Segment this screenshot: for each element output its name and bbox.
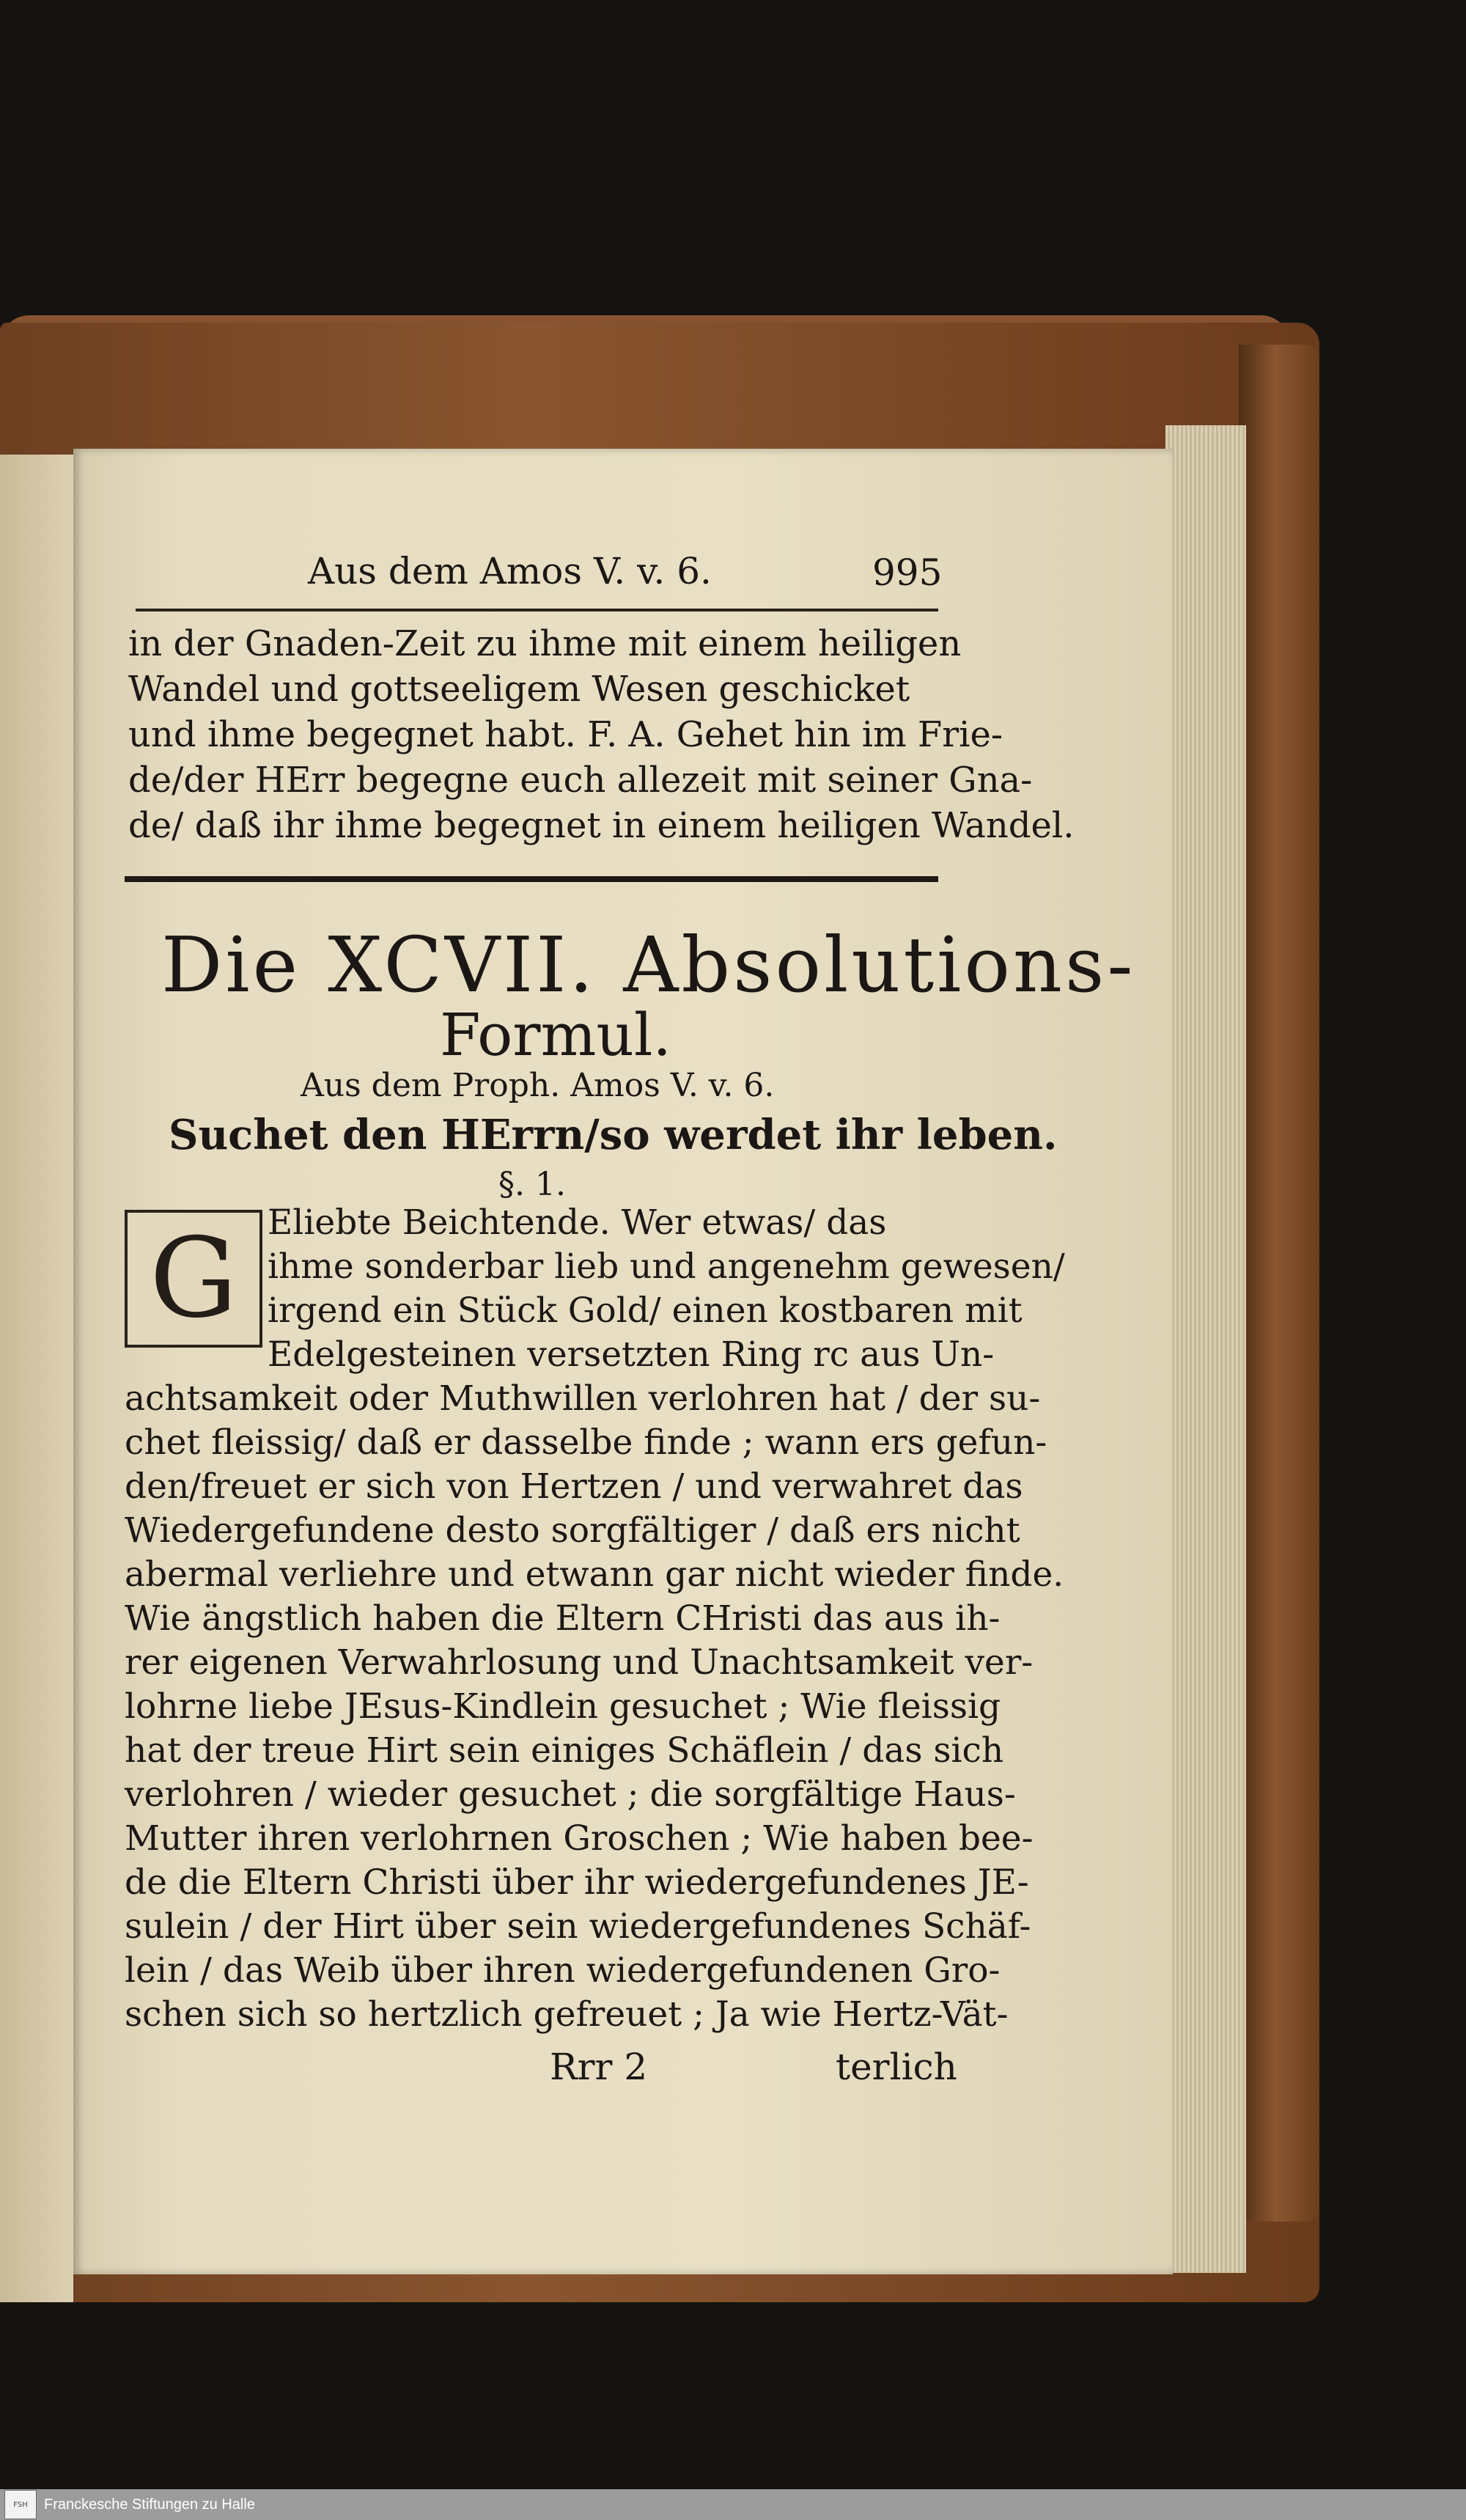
- catchword: terlich: [836, 2046, 957, 2088]
- body-line: Wie ängstlich haben die Eltern CHristi das aus ih-: [125, 1598, 1001, 1639]
- scripture-reference: Aus dem Proph. Amos V. v. 6.: [301, 1067, 775, 1104]
- body-line: den/freuet er sich von Hertzen / und verwahret das: [125, 1466, 1023, 1507]
- signature-mark: Rrr 2: [550, 2046, 648, 2088]
- body-line: Mutter ihren verlohrnen Groschen ; Wie haben bee-: [125, 1818, 1034, 1859]
- text-line: de/ daß ihr ihme begegnet in einem heiligen Wandel.: [128, 805, 1075, 846]
- text-line: Wandel und gottseeligem Wesen geschicket: [128, 669, 910, 710]
- body-line: abermal verliehre und etwann gar nicht wieder finde.: [125, 1554, 1064, 1595]
- body-line: Edelgesteinen versetzten Ring rc aus Un-: [268, 1334, 995, 1375]
- body-line: lohrne liebe JEsus-Kindlein gesuchet ; Wie fleissig: [125, 1686, 1001, 1727]
- institution-logo-icon: FSH: [4, 2490, 37, 2519]
- credit-text: Franckesche Stiftungen zu Halle: [44, 2496, 255, 2513]
- section-mark: §. 1.: [498, 1166, 566, 1203]
- left-page-sliver: [0, 455, 73, 2302]
- page-edges: [1165, 425, 1246, 2273]
- scripture-motto: Suchet den HErrn/so werdet ihr leben.: [169, 1111, 1058, 1159]
- body-line: verlohren / wieder gesuchet ; die sorgfältige Haus-: [125, 1774, 1016, 1815]
- decorated-initial: G: [125, 1210, 262, 1348]
- running-head: Aus dem Amos V. v. 6.: [308, 550, 712, 592]
- body-line: achtsamkeit oder Muthwillen verlohren hat / der su-: [125, 1378, 1041, 1419]
- body-line: chet fleissig/ daß er dasselbe finde ; wann ers gefun-: [125, 1422, 1047, 1463]
- body-line: Wiedergefundene desto sorgfältiger / daß ers nicht: [125, 1510, 1020, 1551]
- formula-title-line2: Formul.: [440, 1001, 671, 1069]
- body-line: Eliebte Beichtende. Wer etwas/ das: [268, 1202, 887, 1243]
- body-line: irgend ein Stück Gold/ einen kostbaren mit: [268, 1290, 1023, 1331]
- body-line: schen sich so hertzlich gefreuet ; Ja wie Hertz-Vät-: [125, 1994, 1009, 2035]
- text-line: in der Gnaden-Zeit zu ihme mit einem heiligen: [128, 623, 962, 664]
- formula-title-line1: Die XCVII. Absolutions-: [161, 920, 1136, 1010]
- text-line: de/der HErr begegne euch allezeit mit seiner Gna-: [128, 760, 1033, 801]
- header-rule: [136, 609, 938, 611]
- body-line: de die Eltern Christi über ihr wiedergefundenes JE-: [125, 1862, 1029, 1903]
- body-line: sulein / der Hirt über sein wiedergefundenes Schäf-: [125, 1906, 1031, 1947]
- page-number: 995: [872, 551, 943, 594]
- body-line: hat der treue Hirt sein einiges Schäflein / das sich: [125, 1730, 1004, 1771]
- body-line: rer eigenen Verwahrlosung und Unachtsamkeit ver-: [125, 1642, 1034, 1683]
- book-fore-edge-cover: [1239, 345, 1319, 2222]
- body-line: lein / das Weib über ihren wiedergefundenen Gro-: [125, 1950, 1001, 1991]
- body-line: ihme sonderbar lieb und angenehm gewesen/: [268, 1246, 1065, 1287]
- section-divider-rule: [125, 876, 938, 882]
- credit-bar: [0, 2489, 1466, 2520]
- text-line: und ihme begegnet habt. F. A. Gehet hin im Frie-: [128, 714, 1003, 755]
